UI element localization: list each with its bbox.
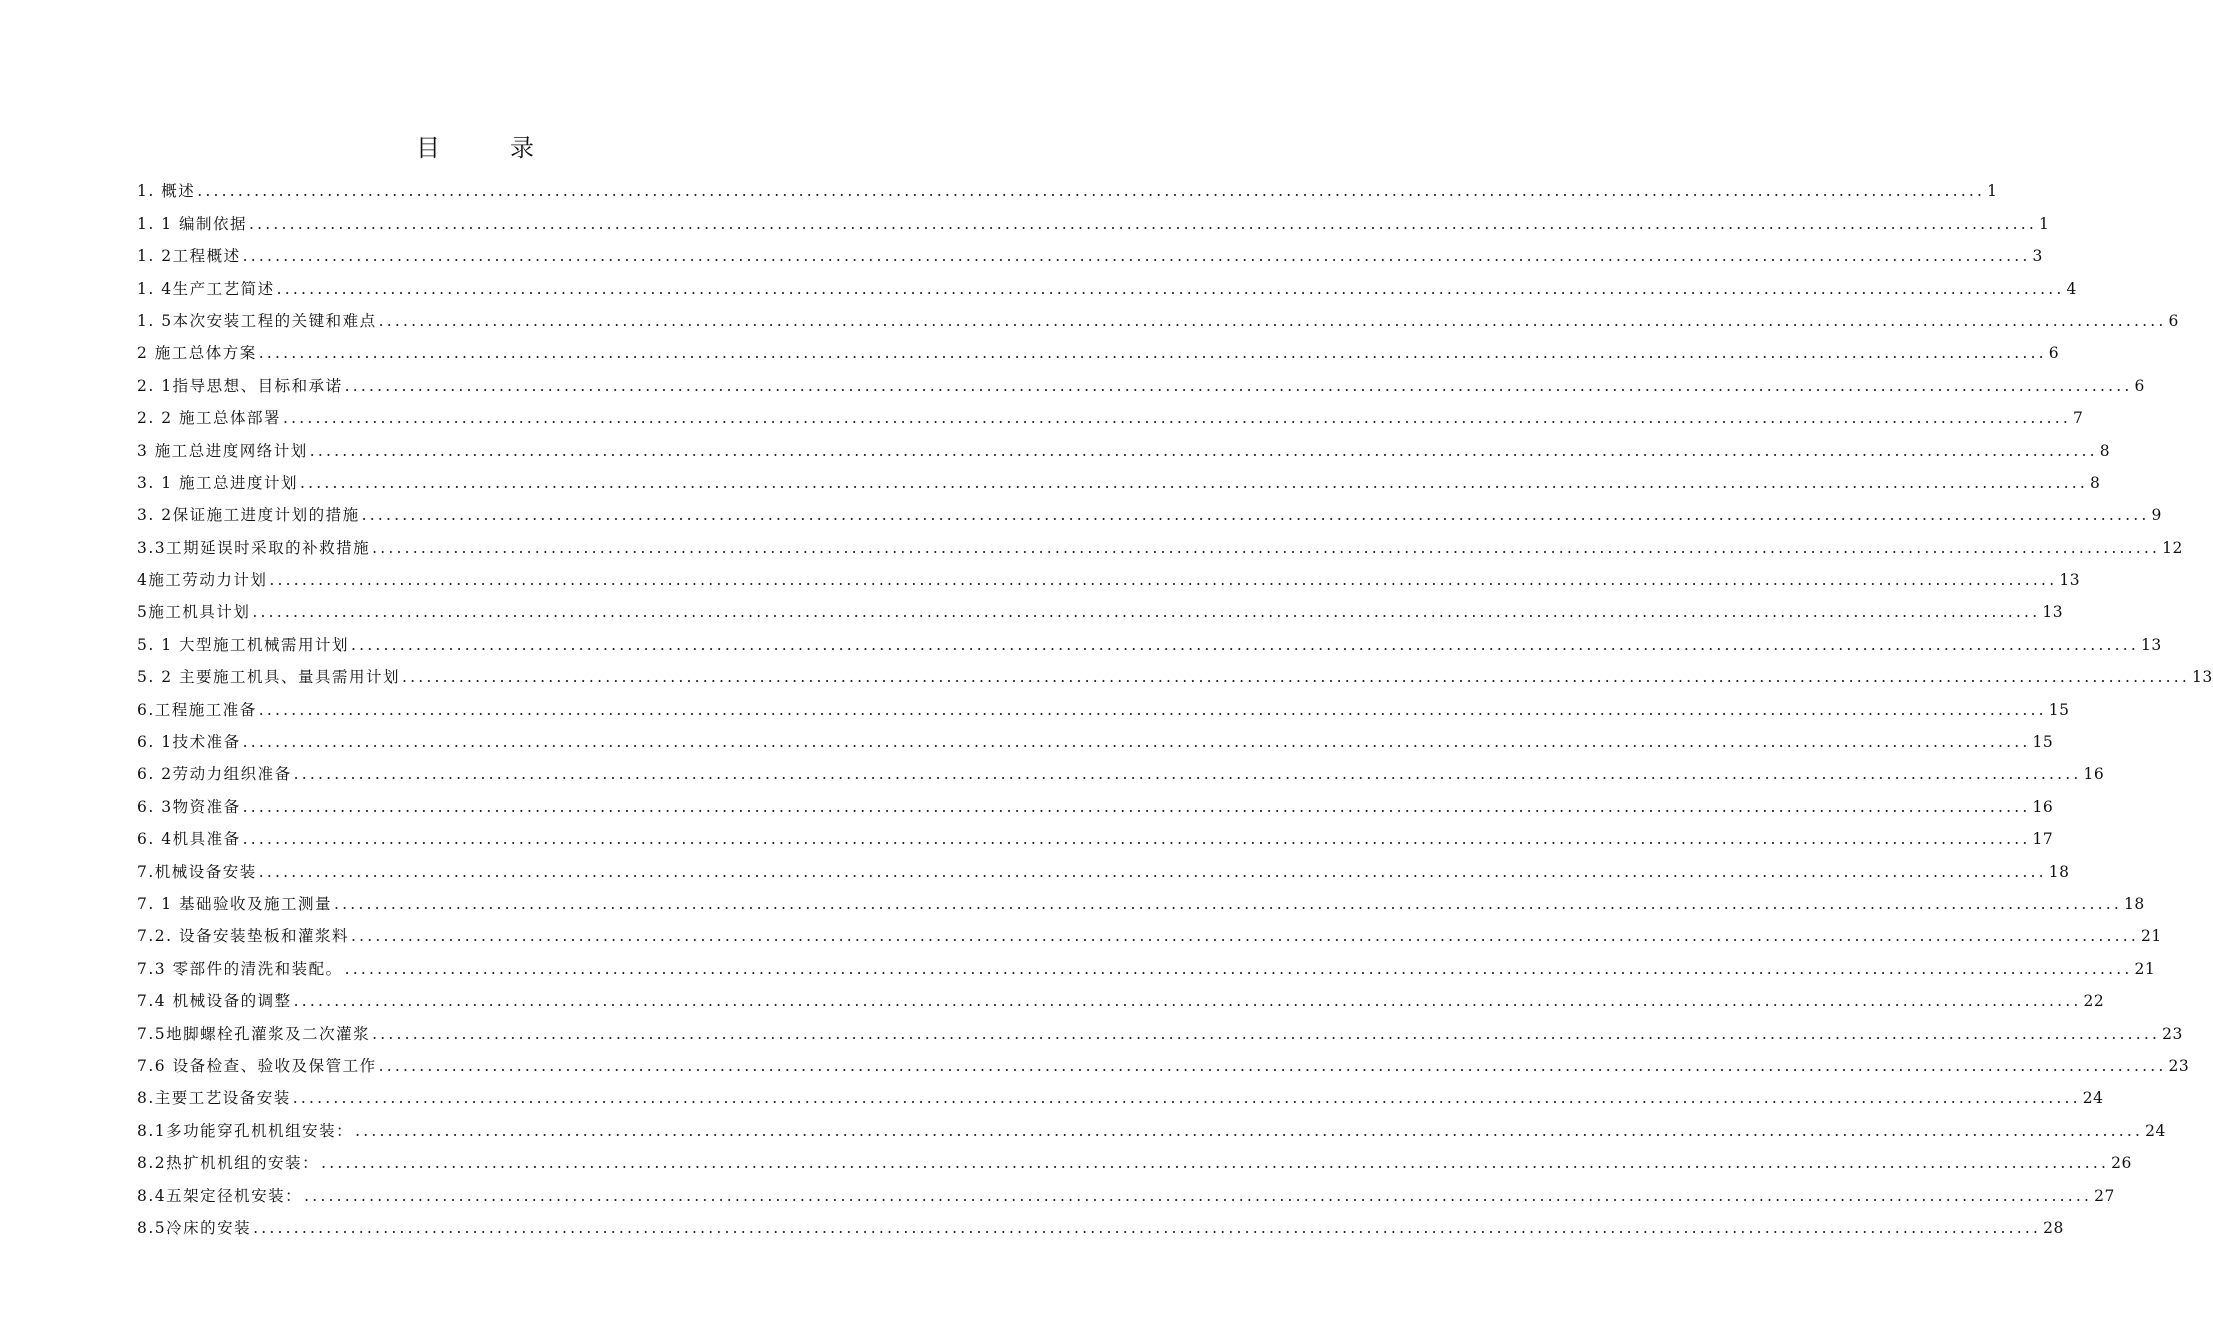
toc-entry-page-number: 13 bbox=[2042, 603, 2064, 622]
toc-entry-label: 7. 1 基础验收及施工测量 bbox=[137, 894, 333, 913]
toc-dot-leader: ............................................................................................................................................................................................................................ bbox=[402, 668, 2190, 687]
toc-dot-leader: ............................................................................................................................................................................................................................ bbox=[242, 830, 2031, 849]
toc-entry-label: 7.4 机械设备的调整 bbox=[137, 992, 292, 1011]
toc-entry-page-number: 16 bbox=[2032, 797, 2054, 816]
toc-entry[interactable] bbox=[137, 398, 2084, 430]
toc-dot-leader: ............................................................................................................................................................................................................................ bbox=[252, 603, 2041, 622]
toc-entry-label: 5施工机具计划 bbox=[137, 603, 251, 622]
toc-entry-label: 7.2. 设备安装垫板和灌浆料 bbox=[137, 927, 350, 946]
toc-dot-leader: ............................................................................................................................................................................................................................ bbox=[293, 765, 2082, 784]
toc-entry-page-number: 26 bbox=[2111, 1154, 2132, 1173]
toc-entry[interactable] bbox=[137, 495, 2162, 527]
toc-entry-page-number: 1 bbox=[2038, 214, 2050, 233]
toc-entry-page-number: 1 bbox=[1987, 182, 1998, 201]
toc-entry[interactable] bbox=[137, 560, 2081, 592]
toc-title-char-1: 目 bbox=[416, 134, 440, 162]
toc-entry-label: 8.主要工艺设备安装 bbox=[137, 1089, 291, 1108]
toc-dot-leader: ............................................................................................................................................................................................................................ bbox=[258, 700, 2047, 719]
toc-entry[interactable] bbox=[137, 236, 2043, 268]
toc-dot-leader: ............................................................................................................................................................................................................................ bbox=[242, 733, 2031, 752]
toc-dot-leader: ............................................................................................................................................................................................................................ bbox=[276, 279, 2065, 298]
toc-entry-page-number: 28 bbox=[2043, 1218, 2064, 1237]
toc-entry-label: 7.6 设备检查、验收及保管工作 bbox=[137, 1056, 377, 1075]
toc-entry-label: 8.4五架定径机安装： bbox=[137, 1186, 303, 1205]
toc-entry-page-number: 13 bbox=[2191, 668, 2213, 687]
toc-entry[interactable] bbox=[137, 851, 2070, 883]
toc-entry[interactable] bbox=[137, 819, 2054, 851]
toc-entry[interactable] bbox=[137, 301, 2179, 333]
toc-entry-label: 3. 2保证施工进度计划的措施 bbox=[137, 506, 360, 525]
toc-dot-leader: ............................................................................................................................................................................................................................ bbox=[351, 927, 2139, 946]
toc-entry-page-number: 15 bbox=[2048, 700, 2070, 719]
toc-dot-leader: ............................................................................................................................................................................................................................ bbox=[300, 473, 2088, 492]
toc-entry[interactable] bbox=[137, 916, 2162, 948]
toc-dot-leader: ............................................................................................................................................................................................................................ bbox=[351, 635, 2139, 654]
toc-dot-leader: ............................................................................................................................................................................................................................ bbox=[344, 376, 2133, 395]
toc-dot-leader: ............................................................................................................................................................................................................................ bbox=[197, 182, 1986, 201]
toc-entry-page-number: 27 bbox=[2094, 1186, 2115, 1205]
toc-entry[interactable] bbox=[137, 1013, 2183, 1045]
toc-entry[interactable] bbox=[137, 463, 2101, 495]
toc-dot-leader: ............................................................................................................................................................................................................................ bbox=[258, 344, 2047, 363]
toc-entry-label: 5. 2 主要施工机具、量具需用计划 bbox=[137, 668, 401, 687]
toc-entry-label: 2 施工总体方案 bbox=[137, 344, 257, 363]
toc-entry-label: 6.工程施工准备 bbox=[137, 700, 257, 719]
toc-entry[interactable] bbox=[137, 365, 2145, 397]
toc-entry-page-number: 4 bbox=[2066, 279, 2077, 298]
toc-entry-label: 6. 1技术准备 bbox=[137, 733, 241, 752]
toc-dot-leader: ............................................................................................................................................................................................................................ bbox=[269, 571, 2058, 590]
toc-entry-label: 7.3 零部件的清洗和装配。 bbox=[137, 959, 343, 978]
toc-entry-page-number: 23 bbox=[2168, 1056, 2190, 1075]
toc-entry-label: 2. 1指导思想、目标和承诺 bbox=[137, 376, 343, 395]
toc-entry-label: 1. 2工程概述 bbox=[137, 247, 241, 266]
toc-entry[interactable] bbox=[137, 786, 2054, 818]
toc-entry-label: 6. 4机具准备 bbox=[137, 830, 241, 849]
toc-entry-page-number: 18 bbox=[2123, 894, 2145, 913]
toc-entry-label: 4施工劳动力计划 bbox=[137, 571, 268, 590]
toc-entry[interactable] bbox=[137, 333, 2060, 365]
toc-entry-page-number: 6 bbox=[2134, 376, 2145, 395]
toc-dot-leader: ............................................................................................................................................................................................................................ bbox=[344, 959, 2133, 978]
toc-entry[interactable] bbox=[137, 1078, 2104, 1110]
toc-entry-page-number: 12 bbox=[2162, 538, 2183, 557]
toc-entry[interactable] bbox=[137, 592, 2064, 624]
toc-title-char-2: 录 bbox=[510, 134, 534, 162]
toc-dot-leader: ............................................................................................................................................................................................................................ bbox=[293, 992, 2082, 1011]
toc-entry-label: 3.3工期延误时采取的补救措施 bbox=[137, 538, 371, 557]
toc-dot-leader: ............................................................................................................................................................................................................................ bbox=[372, 1024, 2161, 1043]
toc-entry[interactable] bbox=[137, 203, 2050, 235]
toc-entry[interactable] bbox=[137, 1110, 2166, 1142]
toc-entry-label: 1. 概述 bbox=[137, 182, 196, 201]
toc-entry-page-number: 6 bbox=[2168, 311, 2179, 330]
toc-entry-page-number: 24 bbox=[2082, 1089, 2104, 1108]
toc-entry-page-number: 8 bbox=[2099, 441, 2111, 460]
toc-dot-leader: ............................................................................................................................................................................................................................ bbox=[372, 538, 2161, 557]
toc-entry-label: 6. 3物资准备 bbox=[137, 797, 241, 816]
toc-entry-page-number: 17 bbox=[2032, 830, 2054, 849]
toc-entry-label: 1. 5本次安装工程的关键和难点 bbox=[137, 311, 377, 330]
toc-dot-leader: ............................................................................................................................................................................................................................ bbox=[249, 214, 2037, 233]
toc-dot-leader: ............................................................................................................................................................................................................................ bbox=[334, 894, 2122, 913]
toc-entry-label: 7.5地脚螺栓孔灌浆及二次灌浆 bbox=[137, 1024, 371, 1043]
toc-entry-page-number: 7 bbox=[2072, 409, 2084, 428]
toc-entry[interactable] bbox=[137, 430, 2111, 462]
toc-entry-label: 8.1多功能穿孔机机组安装： bbox=[137, 1121, 354, 1140]
toc-dot-leader: ............................................................................................................................................................................................................................ bbox=[292, 1089, 2081, 1108]
toc-entry-page-number: 13 bbox=[2140, 635, 2162, 654]
toc-entry-label: 7.机械设备安装 bbox=[137, 862, 257, 881]
toc-entry-label: 3. 1 施工总进度计划 bbox=[137, 473, 299, 492]
toc-dot-leader: ............................................................................................................................................................................................................................ bbox=[378, 311, 2167, 330]
toc-entry[interactable] bbox=[137, 722, 2054, 754]
toc-entry-page-number: 3 bbox=[2032, 247, 2043, 266]
toc-entry-page-number: 23 bbox=[2162, 1024, 2183, 1043]
toc-dot-leader: ............................................................................................................................................................................................................................ bbox=[242, 247, 2031, 266]
toc-dot-leader: ............................................................................................................................................................................................................................ bbox=[242, 797, 2031, 816]
toc-entry-page-number: 21 bbox=[2140, 927, 2162, 946]
toc-entry-page-number: 9 bbox=[2151, 506, 2162, 525]
toc-entry-page-number: 21 bbox=[2134, 959, 2156, 978]
toc-entry-label: 3 施工总进度网络计划 bbox=[137, 441, 308, 460]
toc-entry[interactable] bbox=[137, 689, 2070, 721]
toc-entry-label: 5. 1 大型施工机械需用计划 bbox=[137, 635, 350, 654]
toc-entry[interactable] bbox=[137, 1143, 2132, 1175]
toc-dot-leader: ............................................................................................................................................................................................................................ bbox=[304, 1186, 2093, 1205]
toc-dot-leader: ............................................................................................................................................................................................................................ bbox=[253, 1218, 2042, 1237]
toc-entry[interactable] bbox=[137, 171, 1998, 203]
toc-dot-leader: ............................................................................................................................................................................................................................ bbox=[321, 1154, 2110, 1173]
toc-dot-leader: ............................................................................................................................................................................................................................ bbox=[378, 1056, 2167, 1075]
toc-entry-page-number: 16 bbox=[2083, 765, 2105, 784]
toc-entry-page-number: 22 bbox=[2083, 992, 2105, 1011]
toc-entry[interactable] bbox=[137, 1208, 2064, 1240]
toc-entry-label: 2. 2 施工总体部署 bbox=[137, 409, 282, 428]
toc-entry-label: 1. 4生产工艺简述 bbox=[137, 279, 275, 298]
toc-entry-page-number: 18 bbox=[2048, 862, 2070, 881]
toc-entry[interactable] bbox=[137, 1046, 2190, 1078]
toc-entry-label: 8.5冷床的安装 bbox=[137, 1218, 252, 1237]
toc-entry-page-number: 6 bbox=[2048, 344, 2060, 363]
toc-entry-label: 1. 1 编制依据 bbox=[137, 214, 248, 233]
toc-entry-page-number: 13 bbox=[2059, 571, 2081, 590]
toc-dot-leader: ............................................................................................................................................................................................................................ bbox=[283, 409, 2071, 428]
toc-entry[interactable] bbox=[137, 1175, 2115, 1207]
toc-entry-page-number: 24 bbox=[2145, 1121, 2166, 1140]
toc-entry[interactable] bbox=[137, 657, 2213, 689]
toc-dot-leader: ............................................................................................................................................................................................................................ bbox=[355, 1121, 2144, 1140]
toc-entry-page-number: 15 bbox=[2032, 733, 2054, 752]
toc-entry[interactable] bbox=[137, 884, 2145, 916]
toc-entry[interactable] bbox=[137, 948, 2156, 980]
toc-dot-leader: ............................................................................................................................................................................................................................ bbox=[258, 862, 2047, 881]
toc-entry[interactable] bbox=[137, 981, 2105, 1013]
toc-dot-leader: ............................................................................................................................................................................................................................ bbox=[361, 506, 2150, 525]
toc-entry-label: 8.2热扩机机组的安装： bbox=[137, 1154, 320, 1173]
toc-dot-leader: ............................................................................................................................................................................................................................ bbox=[309, 441, 2098, 460]
table-of-contents bbox=[137, 171, 2213, 1240]
toc-entry[interactable] bbox=[137, 527, 2183, 559]
toc-entry-page-number: 8 bbox=[2089, 473, 2101, 492]
toc-title bbox=[0, 128, 950, 163]
toc-entry[interactable] bbox=[137, 268, 2077, 300]
toc-entry-label: 6. 2劳动力组织准备 bbox=[137, 765, 292, 784]
toc-entry[interactable] bbox=[137, 754, 2105, 786]
toc-entry[interactable] bbox=[137, 624, 2162, 656]
